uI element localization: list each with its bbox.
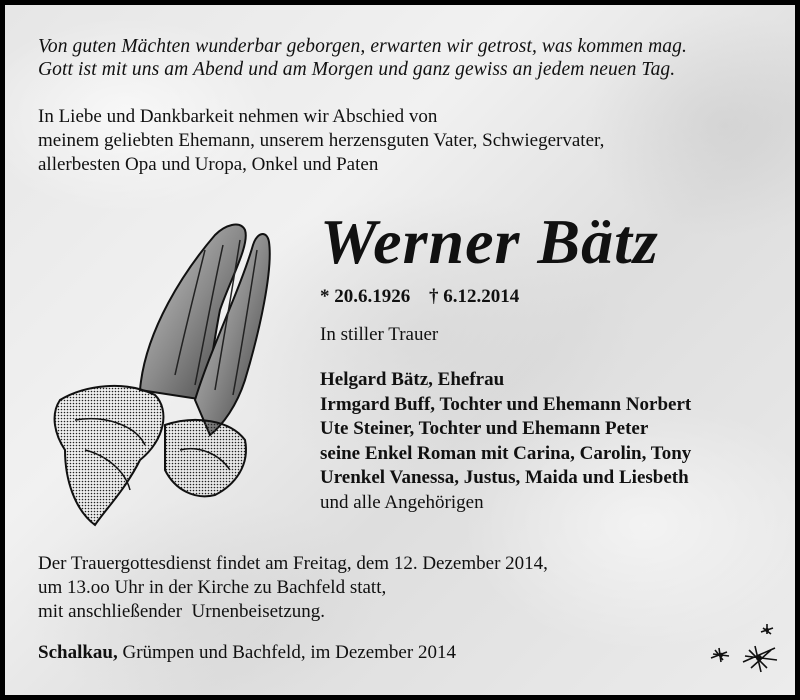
deceased-name: Werner Bätz [320, 206, 659, 277]
family-member: Irmgard Buff, Tochter und Ehemann Norbert [320, 393, 692, 415]
quote-line-1: Von guten Mächten wunderbar geborgen, erwarten wir getrost, was kommen mag. [38, 36, 687, 57]
praying-hands-icon [45, 210, 285, 530]
intro-text [38, 105, 758, 177]
praying-hands-image [45, 210, 285, 530]
family-list [320, 368, 780, 515]
flower-ornament-icon [705, 620, 785, 680]
quote-line-2: Gott ist mit uns am Abend und am Morgen und ganz gewiss an jedem neuen Tag. [38, 59, 676, 80]
life-dates [320, 285, 740, 309]
service-line-2: um 13.oo Uhr in der Kirche zu Bachfeld statt, [38, 577, 387, 598]
family-member: Ute Steiner, Tochter und Ehemann Peter [320, 418, 649, 439]
flower-ornament [705, 620, 785, 680]
bonhoeffer-quote [38, 35, 788, 81]
mourning-label: In stiller Trauer [320, 324, 439, 345]
service-info [38, 552, 638, 624]
family-closing: und alle Angehörigen [320, 491, 484, 513]
intro-line-1: In Liebe und Dankbarkeit nehmen wir Abschied von [38, 106, 438, 127]
service-line-1: Der Trauergottesdienst findet am Freitag, dem 12. Dezember 2014, [38, 553, 548, 574]
death-date: † 6.12.2014 [429, 286, 520, 307]
place-and-date [38, 641, 638, 665]
family-member: seine Enkel Roman mit Carina, Carolin, Tony [320, 442, 692, 464]
intro-line-3: allerbesten Opa und Uropa, Onkel und Paten [38, 154, 379, 175]
family-member: Urenkel Vanessa, Justus, Maida und Liesbeth [320, 467, 689, 488]
place-rest: Grümpen und Bachfeld, im Dezember 2014 [122, 642, 456, 663]
birth-date: * 20.6.1926 [320, 286, 411, 307]
place-town: Schalkau, [38, 642, 118, 663]
intro-line-2: meinem geliebten Ehemann, unserem herzensguten Vater, Schwiegervater, [38, 130, 605, 151]
family-member: Helgard Bätz, Ehefrau [320, 369, 505, 390]
service-line-3: mit anschließender Urnenbeisetzung. [38, 601, 326, 622]
